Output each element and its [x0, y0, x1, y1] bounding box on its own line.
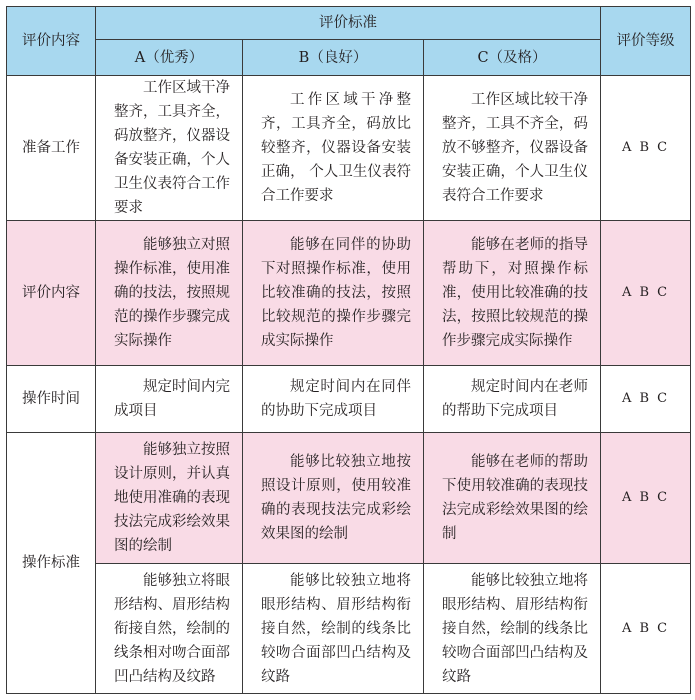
header-col-b: B（良好） — [243, 40, 424, 76]
grade-cell: A B C — [601, 564, 691, 694]
header-level: 评价等级 — [601, 7, 691, 76]
cell-a — [96, 366, 243, 433]
grade-cell: A B C — [601, 433, 691, 564]
header-col-c: C（及格） — [424, 40, 601, 76]
table-row — [7, 221, 691, 366]
cell-a-text: 规定时间内完成项目 — [114, 379, 230, 419]
cell-c — [424, 564, 601, 694]
cell-a — [96, 76, 243, 221]
cell-c-text: 能够比较独立地将眼形结构、眉形结构衔接自然，绘制的线条比较吻合面部凹凸结构及纹路 — [442, 572, 589, 685]
cell-c-text: 能够在老师的帮助下使用较准确的表现技法完成彩绘效果图的绘制 — [442, 454, 589, 542]
cell-b-text: 能够在同伴的协助下对照操作标准，使用比较准确的技法，按照比较规范的操作步骤完成实际操作 — [261, 237, 411, 349]
cell-b — [243, 366, 424, 433]
cell-c — [424, 76, 601, 221]
grade-cell: A B C — [601, 366, 691, 433]
cell-c — [424, 366, 601, 433]
cell-a — [96, 221, 243, 366]
cell-c — [424, 433, 601, 564]
cell-b-text: 能够比较独立地按照设计原则，使用较准确的表现技法完成彩绘效果图的绘制 — [261, 454, 411, 542]
row-category: 准备工作 — [7, 76, 96, 221]
cell-a — [96, 433, 243, 564]
cell-c-text: 规定时间内在老师的帮助下完成项目 — [442, 379, 589, 419]
cell-c — [424, 221, 601, 366]
row-category: 操作时间 — [7, 366, 96, 433]
cell-b — [243, 564, 424, 694]
cell-c-text: 工作区域比较干净整齐，工具不齐全，码放不够整齐，仪器设备安装正确，个人卫生仪表符合工作要求 — [442, 92, 589, 204]
grade-cell: A B C — [601, 221, 691, 366]
cell-b — [243, 221, 424, 366]
grade-cell: A B C — [601, 76, 691, 221]
table-row — [7, 366, 691, 433]
table-row — [7, 564, 691, 694]
cell-b-text: 工作区域干净整齐，工具齐全，码放比较整齐，仪器设备安装正确， 个人卫生仪表符合工作要求 — [261, 92, 411, 204]
row-category: 操作标准 — [7, 433, 96, 694]
table-row — [7, 76, 691, 221]
evaluation-table — [6, 6, 691, 694]
cell-a-text: 能够独立对照操作标准，使用准确的技法，按照规范的操作步骤完成实际操作 — [114, 237, 230, 349]
cell-b — [243, 76, 424, 221]
cell-b — [243, 433, 424, 564]
header-standard: 评价标准 — [96, 7, 601, 40]
cell-c-text: 能够在老师的指导帮助下，对照操作标准，使用比较准确的技法，按照比较规范的操作步骤完成实际操作 — [442, 237, 589, 349]
cell-b-text: 规定时间内在同伴的协助下完成项目 — [261, 379, 411, 419]
cell-a-text: 能够独立按照设计原则，并认真地使用准确的表现技法完成彩绘效果图的绘制 — [114, 442, 230, 554]
cell-b-text: 能够比较独立地将眼形结构、眉形结构衔接自然，绘制的线条比较吻合面部凹凸结构及纹路 — [261, 572, 411, 685]
cell-a — [96, 564, 243, 694]
header-col-a: A（优秀） — [96, 40, 243, 76]
header-content: 评价内容 — [7, 7, 96, 76]
cell-a-text: 能够独立将眼形结构、眉形结构衔接自然，绘制的线条相对吻合面部凹凸结构及纹路 — [114, 572, 230, 685]
row-category: 评价内容 — [7, 221, 96, 366]
cell-a-text: 工作区域干净整齐，工具齐全，码放整齐，仪器设备安装正确，个人卫生仪表符合工作要求 — [114, 80, 230, 216]
table-row — [7, 433, 691, 564]
